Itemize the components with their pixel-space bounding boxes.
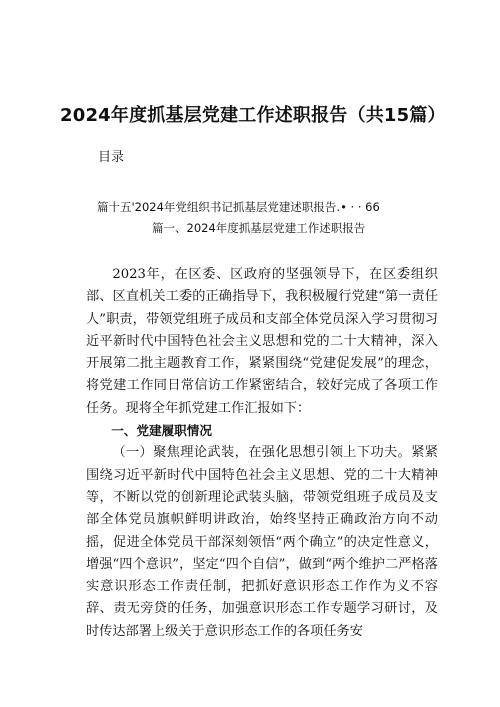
- intro-paragraph: 2023年，在区委、区政府的坚强领导下，在区委组织部、区直机关工委的正确指导下，我积极履行党建“第一责任人”职责，带领党组班子成员和支部全体党员深入学习贯彻习近平新时代中国特色社会主义思想和党的二十大精神，深入开展第二批主题教育工作，紧紧围绕“党建促发展”的理念，将党建工作同日常信访工作紧密结合，较好完成了各项工作任务。现将全年抓党建工作汇报如下：: [86, 267, 438, 416]
- section-heading: 一、党建履职情况: [111, 423, 212, 439]
- body-paragraph: （一）聚焦理论武装，在强化思想引领上下功夫。紧紧围绕习近平新时代中国特色社会主义思想、党的二十大精神等，不断以党的创新理论武装头脑，带领党组班子成员及支部全体党员旗帜鲜明讲政治，始终坚持正确政治方向不动摇，促进全体党员干部深刻领悟“两个确立”的决定性意义，增强“四个意识”，坚定“四个自信”，做到“两个维护二严格落实意识形态工作责任制，把抓好意识形态工作作为义不容辞、责无旁贷的任务，加强意识形态工作专题学习研讨，及时传达部署上级关于意识形态工作的各项任务安: [86, 445, 438, 639]
- document-title: 2024年度抓基层党建工作述职报告（共15篇）: [60, 105, 446, 126]
- toc-item[interactable]: 篇十五'2024年党组织书记抓基层党建述职报告.• · · 66: [97, 200, 380, 214]
- toc-heading: 目录: [98, 150, 125, 165]
- document-body: [86, 264, 438, 643]
- toc-item[interactable]: 篇一、2024年度抓基层党建工作述职报告: [152, 221, 366, 235]
